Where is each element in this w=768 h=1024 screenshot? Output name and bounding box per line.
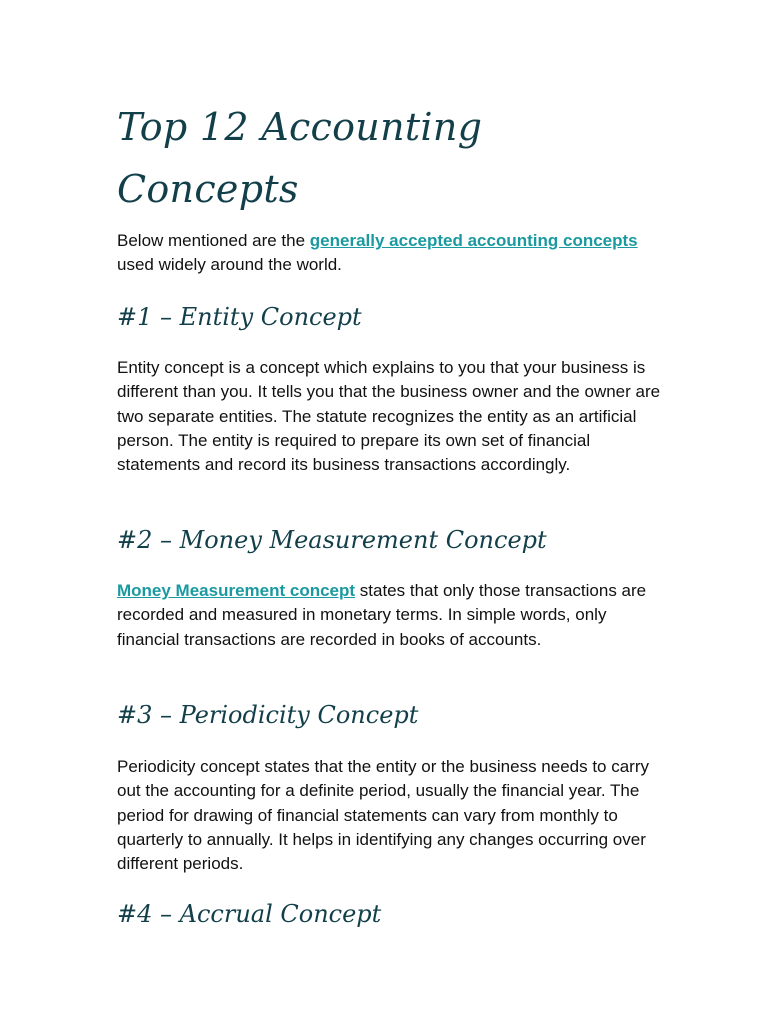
section-heading-accrual: #4 – Accrual Concept xyxy=(117,900,382,928)
intro-text-after: used widely around the world. xyxy=(117,255,342,275)
page-title-line-2: Concepts xyxy=(117,167,299,211)
money-measurement-link[interactable]: Money Measurement concept xyxy=(117,581,356,600)
section-body-periodicity: Periodicity concept states that the entity or the business needs to carry out the accounting for a definite period, usually the financial year. The period for drawing of financial statements can vary from monthly to quarterly to annually. It helps in identifying any changes occurring over different periods. xyxy=(117,757,650,874)
section-heading-periodicity: #3 – Periodicity Concept xyxy=(117,701,419,729)
gaap-concepts-link[interactable]: generally accepted accounting concepts xyxy=(309,231,638,250)
section-heading-entity: #1 – Entity Concept xyxy=(117,303,362,331)
page-title-line-1: Top 12 Accounting xyxy=(117,105,483,149)
intro-text-before: Below mentioned are the xyxy=(117,231,310,250)
money-measurement-text: states that only those transactions are recorded and measured in monetary terms. In simple words, only financial transactions are recorded in books of accounts. xyxy=(117,581,647,649)
page-title xyxy=(117,96,482,220)
section-body-entity: Entity concept is a concept which explains to you that your business is different than you. It tells you that the business owner and the owner are two separate entities. The statute recognizes the entity as an artificial person. The entity is required to prepare its own set of financial statements and record its business transactions accordingly. xyxy=(117,358,661,475)
intro-paragraph xyxy=(117,229,662,278)
section-body-money-measurement xyxy=(117,579,662,652)
section-heading-money-measurement: #2 – Money Measurement Concept xyxy=(117,526,547,554)
